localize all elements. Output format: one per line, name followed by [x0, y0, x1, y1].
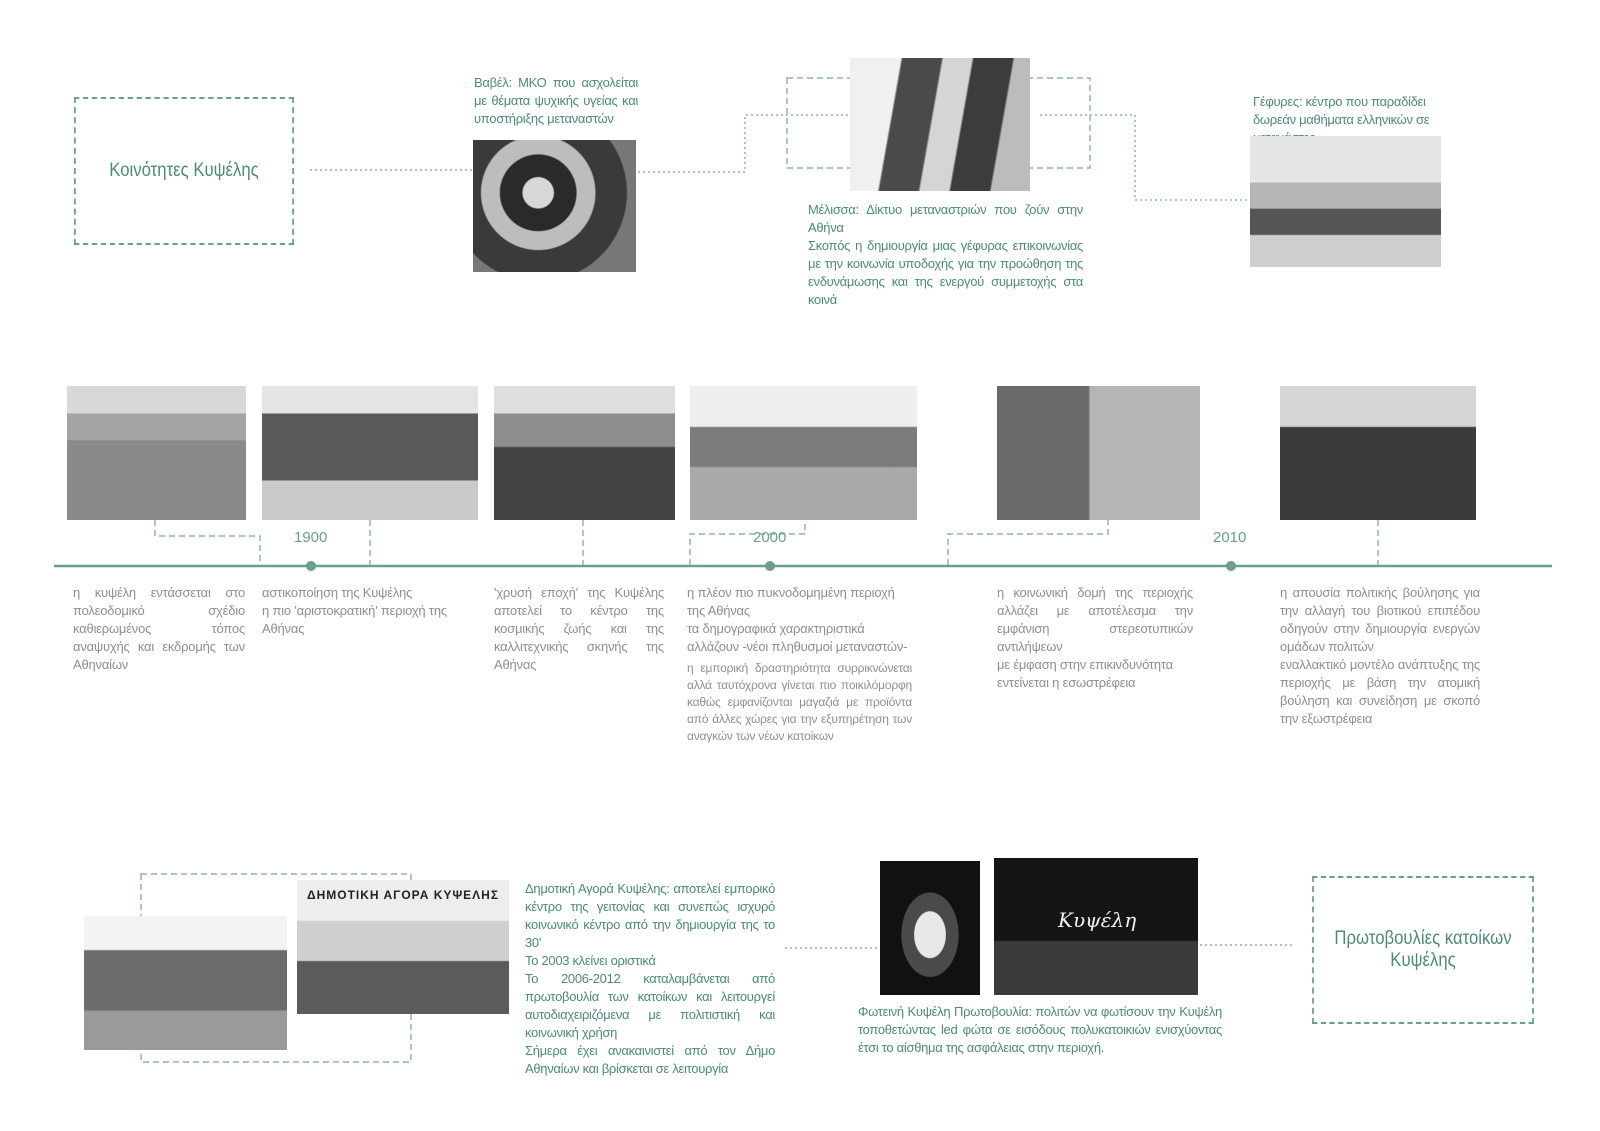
timeline-entry-4: η πλέον πιο πυκνοδομημένη περιοχή της Αθήνας τα δημογραφικά χαρακτηριστικά αλλάζουν -νέοι πληθυσμοί μεταναστών- η εμπορική δραστηριότητα συρρικνώνεται αλλά ταυτόχρονα γίνεται πιο ποικιλόμορφη καθώς εμφανίζονται μαγαζιά με προϊόντα από άλλες χώρες για την εξυπηρέτηση των αναγκών των νέων κατοίκων — [687, 585, 912, 743]
neon-sign-photo — [994, 858, 1198, 995]
communities-title-box — [74, 97, 294, 245]
timeline-dot-2000 — [765, 561, 775, 571]
gefyres-caption: Γέφυρες: κέντρο που παραδίδει δωρεάν μαθήματα ελληνικών σε — [1253, 94, 1430, 127]
timeline-photo-2 — [262, 386, 478, 520]
light-caption: Φωτεινή Κυψέλη Πρωτοβουλία: πολιτών να φωτίσουν την Κυψέλη τοποθετώντας led φώτα σε εισόδους πολυκατοικιών ενισχύοντας έτσι το αίσθημα της ασφάλειας στην περιοχή. — [858, 1004, 1222, 1055]
timeline-entry-5: η κοινωνική δομή της περιοχής αλλάζει με αποτέλεσμα την εμφάνιση στερεοτυπικών αντιλήψεων με έμφαση στην επικινδυνότητα εντείνεται η εσωστρέφεια — [997, 585, 1193, 690]
timeline-entry-6: η απουσία πολιτικής βούλησης για την αλλαγή του βιοτικού επιπέδου οδηγούν στην δημιουργία ενεργών ομάδων πολιτών εναλλακτικό μοντέλο ανάπτυξης της περιοχής με βάση την ατομική βούληση και συνείδηση με σκοπό την εξωστρέφεια — [1280, 585, 1480, 726]
timeline-dot-2010 — [1226, 561, 1236, 571]
timeline-photo-1 — [67, 386, 246, 520]
timeline-entry-2: αστικοποίηση της Κυψέλης η πιο 'αριστοκρατική' περιοχή της Αθήνας — [262, 585, 447, 636]
communities-title: Κοινότητες Κυψέλης — [109, 160, 259, 181]
year-2000: 2000 — [753, 529, 787, 546]
market-sign: ΔΗΜΟΤΙΚΗ ΑΓΟΡΑ ΚΥΨΕΛΗΣ — [306, 888, 500, 902]
timeline-photo-4 — [690, 386, 917, 520]
melissa-caption: Μέλισσα: Δίκτυο μεταναστριών που ζούν στην Αθήνα Σκοπός η δημιουργία μιας γέφυρας επικοινωνίας με την κοινωνία υποδοχής για την προώθηση της ενδυνάμωσης και της ενεργού συμμετοχής στα κοινά — [808, 202, 1083, 307]
timeline-dot-1900 — [306, 561, 316, 571]
timeline-photo-5 — [997, 386, 1200, 520]
market-caption: Δημοτική Αγορά Κυψέλης: αποτελεί εμπορικό κέντρο της γειτονίας και συνεπώς ισχυρό κοινωνικό κέντρο από την δημιουργία της το 30' Το 2003 κλείνει οριστικά Το 2006-2012 καταλαμβάνεται από πρωτοβουλία των κατοίκων και λειτουργεί αυτοδιαχειριζόμενα με πολιτιστική και κοινωνική χρήση Σήμερα έχει ανακαινιστεί από τον Δήμο Αθηναίων και βρίσκεται σε λειτουργία — [525, 881, 775, 1076]
timeline-photo-3 — [494, 386, 675, 520]
babel-photo — [473, 140, 636, 272]
year-1900: 1900 — [294, 529, 328, 546]
lit-entrance-photo — [880, 861, 980, 995]
market-interior-photo — [297, 880, 509, 1014]
year-2010: 2010 — [1213, 529, 1247, 546]
timeline-entry-1: η κυψέλη εντάσσεται στο πολεοδομικό σχέδιο καθιερωμένος τόπος αναψυχής και εκδρομής των Αθηναίων — [73, 585, 245, 672]
initiatives-title-box — [1312, 876, 1534, 1024]
neon-sign: Κυψέλη — [1058, 908, 1137, 932]
melissa-photo — [850, 58, 1030, 191]
market-exterior-photo — [84, 916, 287, 1050]
gefyres-photo — [1250, 136, 1441, 267]
timeline-entry-3: 'χρυσή εποχή' της Κυψέλης αποτελεί το κέντρο της κοσμικής ζωής και της καλλιτεχνικής σκηνής της Αθήνας — [494, 585, 664, 672]
timeline-photo-6 — [1280, 386, 1476, 520]
babel-caption: Βαβέλ: ΜΚΟ που ασχολείται με θέματα ψυχικής υγείας και υποστήριξης μεταναστών — [474, 75, 638, 126]
initiatives-title: Πρωτοβουλίες κατοίκων Κυψέλης — [1334, 928, 1512, 971]
